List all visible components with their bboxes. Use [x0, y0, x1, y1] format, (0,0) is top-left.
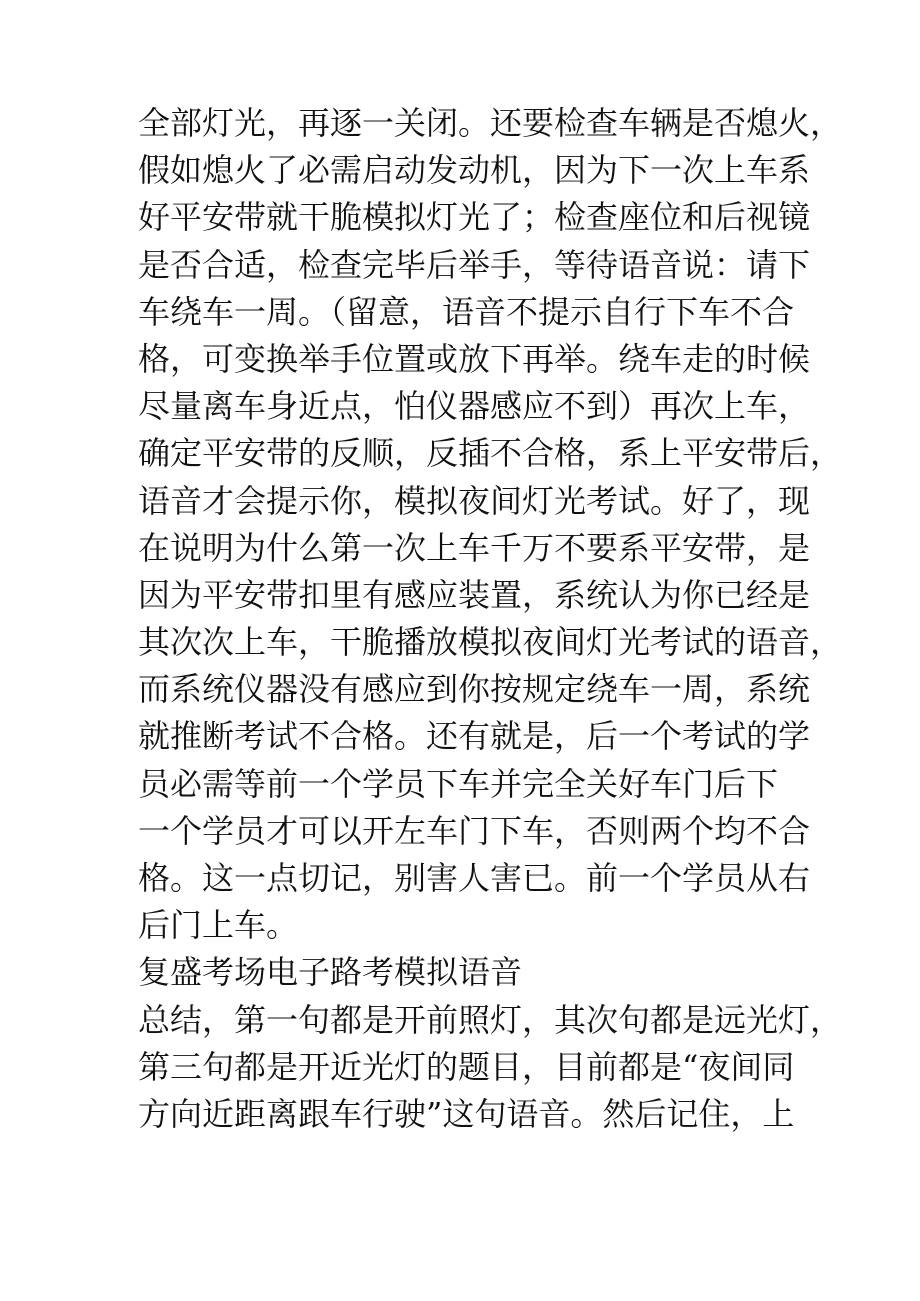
- text-line: 语音才会提示你，模拟夜间灯光考试。好了，现: [138, 481, 811, 520]
- text-line: 好平安带就干脆模拟灯光了；检查座位和后视镜: [138, 198, 811, 237]
- text-line: 而系统仪器没有感应到你按规定绕车一周，系统: [138, 670, 811, 709]
- text-line: 因为平安带扣里有感应装置，系统认为你已经是: [138, 575, 811, 614]
- text-line: 假如熄火了必需启动发动机，因为下一次上车系: [138, 151, 811, 190]
- text-line: 车绕车一周。（留意，语音不提示自行下车不合: [138, 292, 795, 331]
- text-line: 尽量离车身近点，怕仪器感应不到）再次上车，: [138, 387, 811, 426]
- text-line: 确定平安带的反顺，反插不合格，系上平安带后，: [138, 434, 843, 473]
- section-heading: 复盛考场电子路考模拟语音: [138, 953, 523, 992]
- text-line: 在说明为什么第一次上车千万不要系平安带，是: [138, 528, 811, 567]
- text-line: 格。这一点切记，别害人害已。前一个学员从右: [138, 859, 811, 897]
- text-line: 第三句都是开近光灯的题目，目前都是“夜间同: [138, 1047, 795, 1086]
- body-text: [138, 100, 843, 1138]
- text-line: 格，可变换举手位置或放下再举。绕车走的时候: [138, 339, 811, 378]
- text-line: 全部灯光，再逐一关闭。还要检查车辆是否熄火，: [138, 104, 843, 142]
- text-line: 总结，第一句都是开前照灯，其次句都是远光灯，: [138, 1000, 843, 1039]
- text-line: 就推断考试不合格。还有就是，后一个考试的学: [138, 717, 811, 756]
- text-line: 一个学员才可以开左车门下车，否则两个均不合: [138, 811, 811, 850]
- text-line: 其次次上车，干脆播放模拟夜间灯光考试的语音，: [138, 623, 843, 662]
- text-line: 后门上车。: [138, 906, 299, 945]
- text-line: 方向近距离跟车行驶”这句语音。然后记住，上: [138, 1094, 795, 1133]
- text-line: 是否合适，检查完毕后举手，等待语音说：请下: [138, 245, 811, 284]
- text-line: 员必需等前一个学员下车并完全关好车门后下: [138, 764, 779, 803]
